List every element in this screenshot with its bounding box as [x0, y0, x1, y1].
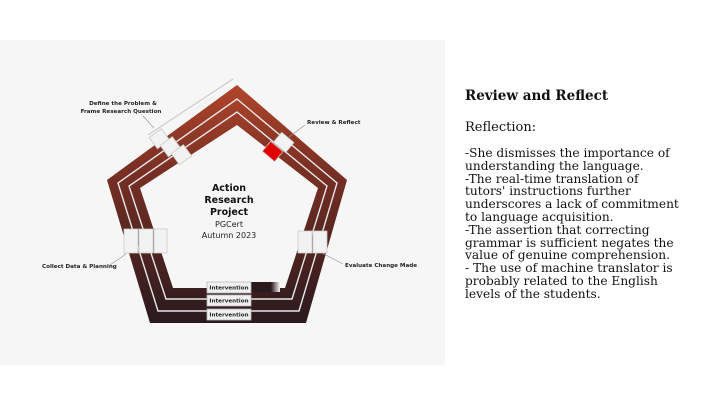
action-research-cycle-diagram: [0, 40, 445, 365]
intervention-label: Intervention: [209, 312, 249, 319]
reflection-line: - The use of machine translator is: [465, 261, 673, 276]
reflection-line: levels of the students.: [465, 286, 601, 301]
section-subheading: Reflection:: [465, 120, 537, 135]
reflection-line: -The real-time translation of: [465, 171, 639, 186]
reflection-line: value of genuine comprehension.: [465, 248, 670, 263]
leader-line: [322, 253, 343, 264]
center-title-line1: Action: [211, 183, 247, 194]
center-subtitle-line2: Autumn 2023: [201, 231, 257, 240]
reflection-line: -The assertion that correcting: [465, 222, 650, 237]
gate-collect: [124, 229, 167, 253]
center-title-line3: Project: [209, 207, 249, 218]
reflection-line: probably related to the English: [465, 273, 658, 288]
reflection-line: underscores a lack of commitment: [465, 197, 679, 212]
center-title-line2: Research: [204, 195, 254, 206]
leader-line: [143, 116, 154, 128]
label-define-line2: Frame Research Question: [80, 109, 162, 115]
label-define-line1: Define the Problem &: [89, 101, 157, 107]
text-panel: [465, 88, 710, 301]
section-heading: Review and Reflect: [465, 88, 609, 104]
center-subtitle-line1: PGCert: [215, 220, 243, 229]
intervention-label: Intervention: [209, 298, 249, 305]
leader-line: [289, 125, 305, 137]
reflection-line: -She dismisses the importance of: [465, 146, 670, 160]
reflection-line: grammar is sufficient negates the: [465, 235, 674, 250]
reflection-line: to language acquisition.: [465, 209, 614, 224]
diagram-panel: [0, 40, 445, 365]
reflection-line: tutors' instructions further: [465, 184, 631, 199]
reflection-text: [465, 147, 710, 301]
intervention-label: Intervention: [209, 285, 249, 292]
label-collect: Collect Data & Planning: [42, 264, 117, 270]
label-evaluate: Evaluate Change Made: [345, 263, 418, 269]
reflection-line: understanding the language.: [465, 158, 644, 173]
label-review: Review & Reflect: [307, 120, 361, 126]
